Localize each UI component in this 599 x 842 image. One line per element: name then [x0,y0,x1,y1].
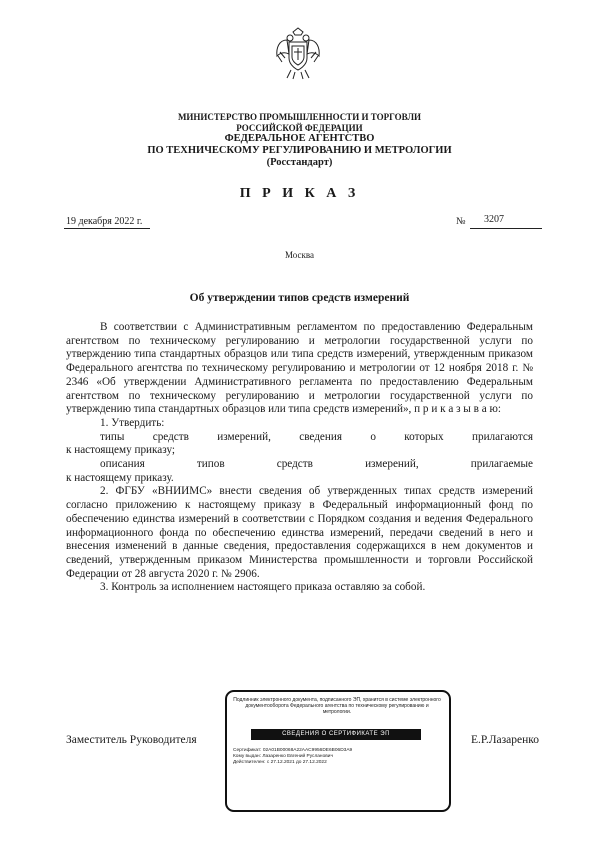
stamp-title-bar: СВЕДЕНИЯ О СЕРТИФИКАТЕ ЭП [251,729,421,740]
agency-line-1: ФЕДЕРАЛЬНОЕ АГЕНТСТВО [224,133,375,144]
item-2: 2. ФГБУ «ВНИИМС» внести сведения об утвержденных типах средств измерений согласно приложению к настоящему приказу в Федеральный информационный фонд по обеспечению единства измерений в соответствии с Порядком создания и ведения Федерального информационного фонда по обеспечению единства измерений, передачи сведений в него и внесения изменений в данные сведения, предоставления содержащихся в нем документов и сведений, утвержденным приказом Министерства промышленности и торговли Российской Федерации от 28 августа 2020 г. № 2906. [66,485,533,580]
electronic-signature-stamp [225,690,451,812]
number-sign: № [456,216,466,227]
agency-header [0,133,599,169]
owner-label: Кому выдан: [233,754,261,760]
validity-value: с 27.12.2021 до 27.12.2022 [266,760,327,766]
date-underline [64,228,150,229]
item-1b-line-1: описания типов средств измерений, прилагаемые [100,458,533,471]
validity-label: Действителен: [233,760,266,766]
ministry-line-1: МИНИСТЕРСТВО ПРОМЫШЛЕННОСТИ И ТОРГОВЛИ [177,112,422,122]
agency-line-3: (Росстандарт) [266,157,333,168]
city: Москва [285,250,314,260]
preamble-paragraph: В соответствии с Административным регламентом по предоставлению Федеральным агентством по техническому регулированию и метрологии государственной услуги по утверждению типа стандартных образцов или типа средств измерений, утвержденным приказом Федерального агентства по техническому регулированию и метрологии от 12 ноября 2018 г. № 2346 «Об утверждении Административного регламента по предоставлению Федеральным агентством по техническому регулированию и метрологии государственной услуги по утверждению типа стандартных образцов или типа средств измерений», п р и к а з ы в а ю: [66,321,533,416]
signer-name: Е.Р.Лазаренко [471,734,540,746]
stamp-notice: Подлинник электронного документа, подписанного ЭП, хранится в системе электронного документооборота Федерального агентства по техническому регулированию и метрологии. [233,697,441,715]
order-number: 3207 [484,214,504,225]
document-type-title: П Р И К А З [239,186,360,201]
item-1a-line-1: типы средств измерений, сведения о которых прилагаются [100,430,533,443]
owner-value: Лазаренко Евгений Русланович [262,754,333,760]
order-subject: Об утверждении типов средств измерений [189,292,410,304]
item-3: 3. Контроль за исполнением настоящего приказа оставляю за собой. [100,581,426,594]
signer-position: Заместитель Руководителя [66,734,197,746]
agency-line-2: ПО ТЕХНИЧЕСКОМУ РЕГУЛИРОВАНИЮ И МЕТРОЛОГИИ [147,145,452,156]
certificate-label: Сертификат: [233,748,262,753]
certificate-value: 02A01B00068A22AAC9956DE6B06D3A9 [262,748,353,753]
ministry-header [0,112,599,134]
item-1a-line-2: к настоящему приказу; [66,444,176,457]
certificate-info [233,748,443,767]
ministry-line-2: РОССИЙСКОЙ ФЕДЕРАЦИИ [236,123,363,133]
order-body [66,321,533,595]
validity-row [233,760,443,766]
coat-of-arms-emblem [273,26,323,80]
item-1: 1. Утвердить: [100,416,165,429]
item-1b-line-2: к настоящему приказу. [66,471,174,484]
number-underline [470,228,542,229]
order-date: 19 декабря 2022 г. [66,216,143,227]
